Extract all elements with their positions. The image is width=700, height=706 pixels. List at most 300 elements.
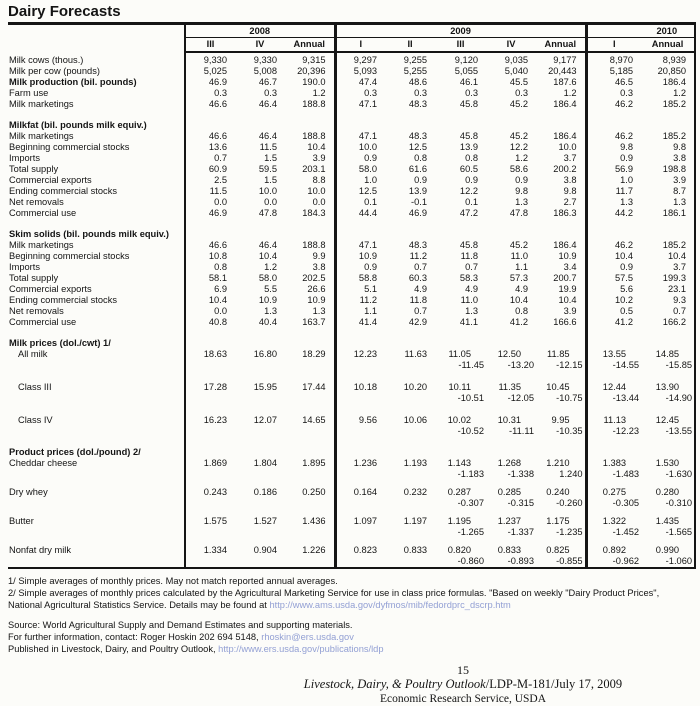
cell: 10.4 — [586, 251, 641, 262]
cell: 9.8 — [586, 142, 641, 153]
cell: 0.3 — [414, 88, 428, 98]
year-header: 2008 — [185, 25, 335, 38]
row-label: Class IV — [18, 415, 53, 425]
cell — [385, 338, 435, 349]
citation-line — [218, 677, 700, 692]
spacer-cell — [641, 219, 695, 229]
cell: 61.6 — [408, 164, 428, 174]
cell: 1.3 — [641, 197, 695, 208]
spacer-cell — [586, 371, 641, 382]
cell: 45.8 — [459, 240, 479, 250]
cell: 9.8 — [515, 186, 529, 196]
cell: 5.1 — [335, 284, 385, 295]
cell: 10.4 — [307, 142, 326, 152]
cell: 57.3 — [509, 273, 529, 283]
cell: 47.1 — [335, 131, 385, 142]
spacer-cell — [335, 328, 385, 338]
cell: 202.5 — [302, 273, 326, 283]
table-row — [8, 458, 695, 480]
cell: 0.287 -0.307 — [447, 487, 485, 508]
publications-url-link[interactable]: http://www.ers.usda.gov/publications/ldp — [218, 644, 384, 654]
cell: 3.9 — [641, 175, 695, 186]
cell: 9.8 — [641, 142, 695, 153]
spacer-cell — [8, 328, 185, 338]
cell: 58.8 — [335, 273, 385, 284]
cell: 46.1 — [459, 77, 479, 87]
row-label: Class III — [18, 382, 52, 392]
cell: 13.55 -14.55 — [586, 349, 641, 371]
cell: 11.7 — [586, 186, 641, 197]
section-header-row — [8, 229, 695, 240]
row-label: Milk marketings — [9, 99, 74, 109]
cell: 47.8 — [509, 208, 529, 218]
published-text: Published in Livestock, Dairy, and Poultry Outlook, — [8, 644, 219, 654]
column-header: II — [385, 38, 435, 53]
column-header: IV — [486, 38, 536, 53]
cell — [435, 120, 486, 131]
spacer-cell — [641, 404, 695, 415]
cell: 1.2 — [563, 88, 577, 98]
spacer-cell — [285, 110, 335, 120]
spacer-row — [8, 328, 695, 338]
spacer-cell — [185, 328, 235, 338]
section-header: Skim solids (bil. pounds milk equiv.) — [9, 229, 169, 239]
table-row — [8, 349, 695, 371]
spacer-row — [8, 538, 695, 545]
cell: 9,035 — [504, 55, 529, 65]
table-row — [8, 415, 695, 437]
cell: 10.4 — [558, 295, 577, 305]
row-label: Cheddar cheese — [9, 458, 78, 468]
table-row — [8, 317, 695, 328]
cell — [185, 338, 235, 349]
cell: 46.2 — [586, 99, 641, 110]
row-label: Milk marketings — [9, 131, 74, 141]
cell — [641, 447, 695, 458]
spacer-cell — [285, 437, 335, 447]
cell: 5.6 — [586, 284, 641, 295]
spacer-cell — [435, 110, 486, 120]
spacer-cell — [285, 538, 335, 545]
spacer-cell — [486, 404, 536, 415]
spacer-cell — [385, 538, 435, 545]
column-header: Annual — [536, 38, 586, 53]
cell: 23.1 — [641, 284, 695, 295]
spacer-cell — [235, 110, 285, 120]
cell: 0.3 — [264, 88, 277, 98]
row-label: Beginning commercial stocks — [9, 142, 130, 152]
spacer-cell — [385, 219, 435, 229]
cell: 48.6 — [408, 77, 428, 87]
row-label: Net removals — [9, 306, 64, 316]
cell: 12.45 -13.55 — [641, 415, 695, 437]
cell: 11.0 — [510, 251, 529, 261]
cell: 1.143 -1.183 — [447, 458, 485, 479]
cell: 15.95 — [253, 382, 277, 392]
row-label: Imports — [9, 153, 40, 163]
row-label: Butter — [9, 516, 34, 526]
cell: 0.0 — [312, 197, 326, 207]
cell: 5.5 — [264, 284, 277, 294]
cell: 0.7 — [414, 262, 428, 272]
cell: 1.322 -1.452 — [586, 516, 641, 538]
footnote-2-line2 — [8, 599, 696, 611]
row-label: Commercial use — [9, 208, 77, 218]
cell: 10.4 — [185, 295, 235, 306]
spacer-cell — [285, 328, 335, 338]
cell — [536, 229, 586, 240]
cell: 5,255 — [403, 66, 428, 76]
spacer-cell — [8, 480, 185, 487]
cell: 1.575 — [185, 516, 235, 538]
column-header: III — [435, 38, 486, 53]
spacer-cell — [641, 538, 695, 545]
cell: 10.9 — [307, 295, 326, 305]
cell: 1.210 1.240 — [546, 458, 583, 479]
spacer-cell — [536, 219, 586, 229]
cell: 0.0 — [185, 197, 235, 208]
table-row — [8, 88, 695, 99]
cell: 11.13 -12.23 — [586, 415, 641, 437]
cell: 11.2 — [335, 295, 385, 306]
spacer-cell — [536, 371, 586, 382]
cell: 16.23 — [185, 415, 235, 437]
cell: 13.90 -14.90 — [641, 382, 695, 404]
spacer-cell — [641, 328, 695, 338]
cell: 0.3 — [185, 88, 235, 99]
cell: 0.0 — [264, 197, 277, 207]
cell: 4.9 — [515, 284, 529, 294]
spacer-cell — [235, 328, 285, 338]
cell: 11.8 — [409, 295, 428, 305]
table-row — [8, 186, 695, 197]
spacer-cell — [8, 110, 185, 120]
cell: 0.243 — [185, 487, 235, 509]
cell — [235, 338, 285, 349]
cell: 186.4 — [553, 99, 577, 109]
cell: 47.1 — [335, 99, 385, 110]
cell: 1.097 — [335, 516, 385, 538]
cell: 0.7 — [414, 306, 428, 316]
cell — [385, 447, 435, 458]
cell: 1.527 — [253, 516, 277, 526]
cell: 0.9 — [465, 175, 479, 185]
cell: 47.2 — [459, 208, 479, 218]
cell: 44.2 — [586, 208, 641, 219]
row-label: Total supply — [9, 273, 59, 283]
cell: 18.29 — [302, 349, 326, 359]
cell: 13.9 — [408, 186, 428, 196]
spacer-cell — [435, 509, 486, 516]
cell: -0.1 — [411, 197, 428, 207]
cell: 1.3 — [264, 306, 277, 316]
cell: 0.232 — [403, 487, 428, 497]
row-label: Milk production (bil. pounds) — [9, 77, 137, 87]
spacer-cell — [435, 538, 486, 545]
cell: 10.45 -10.75 — [546, 382, 583, 403]
cell: 0.7 — [641, 306, 695, 317]
cell: 14.65 — [302, 415, 326, 425]
year-header: 2009 — [335, 25, 586, 38]
cell: 41.2 — [586, 317, 641, 328]
cell: 0.833 -0.893 — [497, 545, 535, 566]
cell: 1.5 — [264, 175, 277, 185]
cell: 1.334 — [185, 545, 235, 568]
spacer-cell — [385, 371, 435, 382]
spacer-row — [8, 437, 695, 447]
cell: 9.56 — [335, 415, 385, 437]
row-label: Total supply — [9, 164, 59, 174]
contact-line — [8, 631, 696, 643]
cell: 1.383 -1.483 — [586, 458, 641, 480]
ams-url-link[interactable]: http://www.ams.usda.gov/dyfmos/mib/fedordprc_dscrp.htm — [269, 600, 511, 610]
cell: 12.50 -13.20 — [497, 349, 535, 370]
cell: 3.8 — [641, 153, 695, 164]
spacer-cell — [285, 371, 335, 382]
row-label: Commercial use — [9, 317, 77, 327]
cell — [285, 447, 335, 458]
cell — [486, 447, 536, 458]
cell: 1.804 — [253, 458, 277, 468]
footnote-1: 1/ Simple averages of monthly prices. May not match reported annual averages. — [8, 576, 338, 586]
cell: 46.4 — [258, 131, 277, 141]
cell: 0.0 — [185, 306, 235, 317]
cell: 9.3 — [641, 295, 695, 306]
cell: 0.3 — [586, 88, 641, 99]
table-row — [8, 516, 695, 538]
cell: 1.530 -1.630 — [641, 458, 695, 480]
cell: 1.268 -1.338 — [497, 458, 535, 479]
table-row — [8, 153, 695, 164]
cell — [185, 120, 235, 131]
page-footer — [218, 663, 700, 706]
cell: 11.0 — [460, 295, 479, 305]
cell: 1.2 — [264, 262, 277, 272]
cell — [641, 338, 695, 349]
cell: 3.8 — [563, 175, 577, 185]
spacer-cell — [285, 404, 335, 415]
cell: 58.1 — [185, 273, 235, 284]
table-row — [8, 175, 695, 186]
spacer-cell — [486, 110, 536, 120]
cell — [385, 229, 435, 240]
cell: 0.1 — [335, 197, 385, 208]
corner-cell — [8, 25, 185, 38]
cell: 1.1 — [335, 306, 385, 317]
cell: 46.2 — [586, 131, 641, 142]
cell: 1.1 — [515, 262, 529, 272]
row-label: Imports — [9, 262, 40, 272]
cell: 47.8 — [258, 208, 277, 218]
table-row — [8, 487, 695, 509]
footnote-2-line1: 2/ Simple averages of monthly prices calculated by the Agricultural Marketing Service for use in class price formulas. "Based on weekly "Dairy Product Prices", — [8, 588, 660, 598]
cell: 5,008 — [253, 66, 277, 76]
contact-email-link[interactable]: rhoskin@ers.usda.gov — [261, 632, 354, 642]
spacer-cell — [185, 538, 235, 545]
spacer-cell — [185, 110, 235, 120]
spacer-cell — [486, 538, 536, 545]
cell: 41.4 — [335, 317, 385, 328]
cell: 42.9 — [408, 317, 428, 327]
spacer-cell — [486, 437, 536, 447]
table-row — [8, 99, 695, 110]
section-header-row — [8, 447, 695, 458]
cell: 5,025 — [185, 66, 235, 77]
cell: 11.2 — [409, 251, 428, 261]
spacer-cell — [486, 480, 536, 487]
cell — [335, 229, 385, 240]
cell: 59.5 — [258, 164, 277, 174]
cell: 11.5 — [185, 186, 235, 197]
cell — [536, 120, 586, 131]
cell — [285, 120, 335, 131]
spacer-cell — [486, 509, 536, 516]
cell: 8.7 — [641, 186, 695, 197]
cell: 45.5 — [509, 77, 529, 87]
cell: 1.193 — [403, 458, 428, 468]
cell: 46.6 — [185, 131, 235, 142]
cell: 9,297 — [335, 55, 385, 66]
cell: 1.2 — [515, 153, 529, 163]
spacer-row — [8, 371, 695, 382]
row-label: Nonfat dry milk — [9, 545, 71, 555]
cell: 12.5 — [335, 186, 385, 197]
spacer-cell — [185, 219, 235, 229]
spacer-cell — [435, 371, 486, 382]
cell: 20,396 — [297, 66, 326, 76]
cell: 12.44 -13.44 — [586, 382, 641, 404]
cell: 58.0 — [335, 164, 385, 175]
cell: 3.8 — [312, 262, 326, 272]
spacer-cell — [641, 437, 695, 447]
cell — [235, 229, 285, 240]
cell: 163.7 — [302, 317, 326, 327]
cell: 10.11 -10.51 — [448, 382, 485, 403]
cell: 10.18 — [335, 382, 385, 404]
cell: 10.9 — [335, 251, 385, 262]
cell — [285, 229, 335, 240]
table-row — [8, 197, 695, 208]
table-row — [8, 295, 695, 306]
section-header: Milk prices (dol./cwt) 1/ — [9, 338, 111, 348]
cell: 4.9 — [414, 284, 428, 294]
cell: 58.3 — [459, 273, 479, 283]
cell — [486, 229, 536, 240]
spacer-cell — [8, 437, 185, 447]
cell: 45.8 — [459, 131, 479, 141]
cell: 1.5 — [264, 153, 277, 163]
cell: 0.240 -0.260 — [546, 487, 583, 508]
cell: 3.7 — [641, 262, 695, 273]
cell: 0.892 -0.962 — [586, 545, 641, 568]
cell: 46.4 — [258, 99, 277, 109]
cell: 199.3 — [641, 273, 695, 284]
cell — [486, 338, 536, 349]
cell: 0.8 — [185, 262, 235, 273]
spacer-cell — [335, 219, 385, 229]
spacer-cell — [335, 509, 385, 516]
cell: 8,939 — [641, 55, 695, 66]
cell: 48.3 — [408, 131, 428, 141]
cell: 11.35 -12.05 — [498, 382, 535, 403]
table-row — [8, 208, 695, 219]
spacer-row — [8, 404, 695, 415]
cell: 10.4 — [641, 251, 695, 262]
cell — [536, 447, 586, 458]
cell: 1.236 — [335, 458, 385, 480]
cell: 10.0 — [258, 186, 277, 196]
row-label: Ending commercial stocks — [9, 186, 117, 196]
cell: 13.6 — [185, 142, 235, 153]
cell: 9.8 — [563, 186, 577, 196]
cell: 200.7 — [553, 273, 577, 283]
cell: 40.4 — [258, 317, 277, 327]
cell: 10.9 — [258, 295, 277, 305]
cell: 56.9 — [586, 164, 641, 175]
cell: 186.4 — [553, 131, 577, 141]
table-row — [8, 306, 695, 317]
cell: 0.820 -0.860 — [447, 545, 485, 566]
cell: 0.3 — [465, 88, 479, 98]
cell: 20,850 — [641, 66, 695, 77]
spacer-cell — [335, 480, 385, 487]
spacer-cell — [8, 509, 185, 516]
column-header-row — [8, 38, 695, 53]
cell: 46.7 — [258, 77, 277, 87]
cell: 60.5 — [459, 164, 479, 174]
cell: 1.3 — [312, 306, 326, 316]
spacer — [8, 611, 696, 619]
cell: 0.9 — [414, 175, 428, 185]
row-label: Commercial exports — [9, 284, 92, 294]
cell: 13.9 — [459, 142, 479, 152]
spacer-cell — [641, 110, 695, 120]
cell: 10.4 — [258, 251, 277, 261]
cell — [586, 338, 641, 349]
cell: 47.1 — [335, 240, 385, 251]
cell — [586, 120, 641, 131]
spacer-cell — [586, 110, 641, 120]
cell: 0.3 — [515, 88, 529, 98]
cell: 46.9 — [185, 77, 235, 88]
cell: 188.8 — [302, 240, 326, 250]
spacer-cell — [185, 404, 235, 415]
cell: 1.197 — [403, 516, 428, 526]
cell: 46.4 — [258, 240, 277, 250]
spacer-cell — [185, 480, 235, 487]
spacer-cell — [235, 480, 285, 487]
cell: 2.5 — [185, 175, 235, 186]
spacer-row — [8, 110, 695, 120]
cell: 4.9 — [465, 284, 479, 294]
spacer-cell — [8, 404, 185, 415]
table-row — [8, 273, 695, 284]
cell: 10.06 — [403, 415, 428, 425]
cell: 58.0 — [258, 273, 277, 283]
cell: 184.3 — [302, 208, 326, 218]
cell: 166.6 — [553, 317, 577, 327]
cell: 8,970 — [586, 55, 641, 66]
cell — [185, 229, 235, 240]
section-header-row — [8, 120, 695, 131]
cell: 1.3 — [586, 197, 641, 208]
cell: 0.7 — [185, 153, 235, 164]
cell: 58.6 — [509, 164, 529, 174]
cell: 0.280 -0.310 — [641, 487, 695, 509]
spacer-cell — [385, 480, 435, 487]
cell: 18.63 — [185, 349, 235, 371]
spacer-cell — [486, 328, 536, 338]
